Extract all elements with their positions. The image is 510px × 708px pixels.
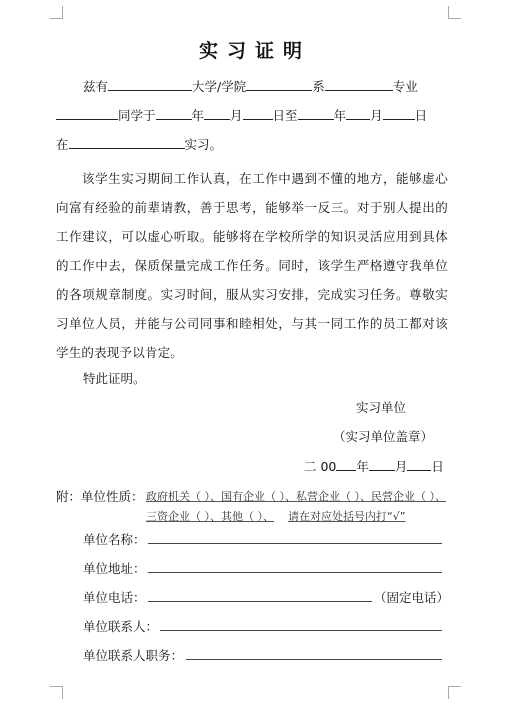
unit-name-line[interactable] xyxy=(148,543,442,544)
unit-nature-instruction: 请在对应处括号内打“√” xyxy=(288,510,406,523)
unit-nature-options xyxy=(146,487,446,527)
unit-name-label: 单位名称： xyxy=(83,532,146,547)
company-blank[interactable] xyxy=(69,136,185,149)
unit-contact-label: 单位联系人： xyxy=(83,619,159,634)
crop-mark xyxy=(50,6,63,19)
unit-contact-title-line[interactable] xyxy=(186,659,442,660)
end-month-blank[interactable] xyxy=(346,107,370,120)
unit-contact-line[interactable] xyxy=(160,630,442,631)
end-month-label: 月 xyxy=(370,108,383,123)
date-day-blank[interactable] xyxy=(407,458,431,471)
date-month-blank[interactable] xyxy=(369,458,395,471)
unit-nature-label: 附：单位性质： xyxy=(56,489,144,504)
crop-mark xyxy=(448,6,461,19)
university-blank[interactable] xyxy=(108,78,192,91)
major-blank[interactable] xyxy=(325,78,393,91)
page-title: 实习证明 xyxy=(198,40,311,62)
intro-line-3 xyxy=(56,136,222,153)
intern-label: 实习。 xyxy=(184,137,223,152)
intro-line-2 xyxy=(56,107,427,124)
unit-phone-label: 单位电话： xyxy=(83,590,146,605)
end-day-label: 日 xyxy=(414,108,428,123)
crop-mark xyxy=(50,686,63,699)
intro-line-1 xyxy=(83,78,418,95)
unit-phone-line[interactable] xyxy=(148,601,372,602)
unit-nature-line-2[interactable]: 三资企业（ ）、其他（ ）、 xyxy=(146,510,274,523)
at-label: 在 xyxy=(56,137,69,152)
date-year-label: 年 xyxy=(356,459,369,474)
unit-phone-note: （固定电话） xyxy=(374,590,450,605)
department-blank[interactable] xyxy=(246,78,312,91)
date-prefix: 二 00 xyxy=(304,459,337,474)
closing-text: 特此证明。 xyxy=(83,371,146,386)
end-year-blank[interactable] xyxy=(298,107,334,120)
date-month-label: 月 xyxy=(394,459,408,474)
unit-address-line[interactable] xyxy=(148,572,442,573)
unit-nature-line-1[interactable]: 政府机关（ ）、国有企业（ ）、私营企业（ ）、民营企业（ ）、 xyxy=(146,490,446,503)
end-year-label: 年 xyxy=(333,108,347,123)
start-year-label: 年 xyxy=(191,108,205,123)
university-label: 大学/学院 xyxy=(192,79,247,94)
date-year-blank[interactable] xyxy=(336,458,356,471)
major-label: 专业 xyxy=(392,79,418,94)
body-paragraph: 该学生实习期间工作认真，在工作中遇到不懂的地方，能够虚心向富有经验的前辈请教，善于思考，能够举一反三。对于别人提出的工作建议，可以虚心听取。能够将在学校所学的知识灵活应用到具体的工作中去，保质保量完成工作任务。同时，该学生严格遵守我单位的各项规章制度。实习时间，服从实习安排，完成实习任务。尊敬实习单位人员，并能与公司同事和睦相处，与其一同工作的员工都对该学生的表现予以肯定。 xyxy=(56,171,448,360)
signature-date xyxy=(304,458,444,475)
student-name-blank[interactable] xyxy=(56,107,118,120)
unit-contact-title-label: 单位联系人职务： xyxy=(83,648,184,663)
start-day-label: 日至 xyxy=(272,108,298,123)
start-month-blank[interactable] xyxy=(204,107,230,120)
signature-seal: （实习单位盖章） xyxy=(333,429,434,444)
student-label: 同学于 xyxy=(118,108,156,123)
crop-mark xyxy=(448,686,461,699)
start-month-label: 月 xyxy=(230,108,243,123)
end-day-blank[interactable] xyxy=(383,107,415,120)
unit-address-label: 单位地址： xyxy=(83,561,146,576)
intro-lead: 兹有 xyxy=(83,79,109,94)
date-day-label: 日 xyxy=(431,459,444,474)
start-day-blank[interactable] xyxy=(243,107,273,120)
start-year-blank[interactable] xyxy=(156,107,192,120)
department-label: 系 xyxy=(312,79,325,94)
signature-unit: 实习单位 xyxy=(356,400,407,415)
